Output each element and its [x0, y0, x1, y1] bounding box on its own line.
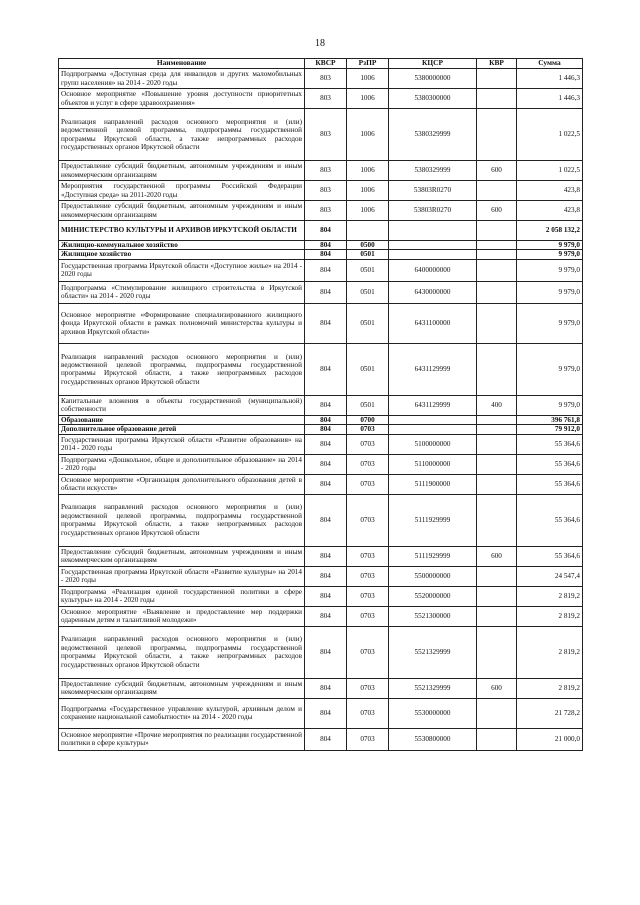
row-kvsr: 804 — [305, 303, 347, 343]
row-rzpr: 0501 — [347, 343, 389, 395]
row-rzpr: 0703 — [347, 626, 389, 678]
row-kvr — [477, 566, 517, 586]
row-rzpr: 0703 — [347, 454, 389, 474]
row-kcsr: 5111900000 — [389, 474, 477, 494]
row-sum: 2 819,2 — [517, 606, 583, 626]
row-name: Реализация направлений расходов основного мероприятия и (или) ведомственной целевой программы, подпрограммы государственной программы Иркутской области, а также непрограммных расходов государственных органов Иркутской области — [59, 494, 305, 546]
row-kcsr — [389, 425, 477, 434]
row-kvsr: 804 — [305, 698, 347, 728]
row-kvr — [477, 626, 517, 678]
row-kcsr — [389, 415, 477, 424]
row-sum: 55 364,6 — [517, 494, 583, 546]
row-kcsr: 53803R0270 — [389, 201, 477, 221]
row-kvr — [477, 221, 517, 241]
row-name: Предоставление субсидий бюджетным, автономным учреждениям и иным некоммерческим организациям — [59, 678, 305, 698]
row-kvsr: 804 — [305, 259, 347, 281]
page-number: 18 — [315, 38, 325, 49]
table-row — [59, 89, 583, 109]
table-row — [59, 259, 583, 281]
row-kvsr: 804 — [305, 474, 347, 494]
row-kvsr: 804 — [305, 281, 347, 303]
row-sum: 9 979,0 — [517, 241, 583, 250]
row-kvsr: 804 — [305, 395, 347, 415]
table-row — [59, 343, 583, 395]
row-rzpr: 1006 — [347, 109, 389, 161]
row-name: Подпрограмма «Дошкольное, общее и дополнительное образование» на 2014 - 2020 годы — [59, 454, 305, 474]
table-row — [59, 586, 583, 606]
row-kcsr — [389, 241, 477, 250]
row-kvr — [477, 494, 517, 546]
row-kcsr — [389, 250, 477, 259]
row-kcsr: 5110000000 — [389, 454, 477, 474]
row-sum: 55 364,6 — [517, 474, 583, 494]
row-kvsr: 804 — [305, 494, 347, 546]
row-kvr: 600 — [477, 161, 517, 181]
row-rzpr: 0501 — [347, 250, 389, 259]
row-kvr — [477, 474, 517, 494]
row-kvr: 600 — [477, 678, 517, 698]
table-row — [59, 303, 583, 343]
header-kcsr: КЦСР — [389, 59, 477, 69]
row-sum: 396 761,8 — [517, 415, 583, 424]
row-rzpr: 0703 — [347, 728, 389, 750]
row-rzpr: 0703 — [347, 434, 389, 454]
row-name: Реализация направлений расходов основного мероприятия и (или) ведомственной целевой программы, подпрограммы государственной программы Иркутской области, а также непрограммных расходов государственных органов Иркутской области — [59, 343, 305, 395]
row-rzpr: 0703 — [347, 698, 389, 728]
row-sum: 1 446,3 — [517, 69, 583, 89]
row-kvsr: 804 — [305, 586, 347, 606]
row-name: Основное мероприятие «Повышение уровня доступности приоритетных объектов и услуг в сфере здравоохранения» — [59, 89, 305, 109]
row-rzpr: 0501 — [347, 303, 389, 343]
table-body — [59, 69, 583, 751]
row-kcsr: 6431129999 — [389, 395, 477, 415]
row-name: Предоставление субсидий бюджетным, автономным учреждениям и иным некоммерческим организациям — [59, 201, 305, 221]
row-kcsr: 5380300000 — [389, 89, 477, 109]
table-row — [59, 494, 583, 546]
row-kvr — [477, 454, 517, 474]
table-row — [59, 69, 583, 89]
row-kvr — [477, 415, 517, 424]
row-kvr — [477, 343, 517, 395]
row-sum: 2 058 132,2 — [517, 221, 583, 241]
row-kvsr: 804 — [305, 425, 347, 434]
row-kvsr: 803 — [305, 109, 347, 161]
row-name: Жилищное хозяйство — [59, 250, 305, 259]
row-name: Реализация направлений расходов основного мероприятия и (или) ведомственной целевой программы, подпрограммы государственной программы Иркутской области, а также непрограммных расходов государственных органов Иркутской области — [59, 109, 305, 161]
header-kvsr: КВСР — [305, 59, 347, 69]
table-row — [59, 281, 583, 303]
row-sum: 9 979,0 — [517, 303, 583, 343]
budget-table — [58, 58, 583, 751]
table-header-row — [59, 59, 583, 69]
row-kvr — [477, 728, 517, 750]
row-kcsr: 5111929999 — [389, 494, 477, 546]
row-kvr — [477, 259, 517, 281]
row-kcsr: 53803R0270 — [389, 181, 477, 201]
row-rzpr: 1006 — [347, 89, 389, 109]
row-name: Государственная программа Иркутской области «Развитие образования» на 2014 - 2020 годы — [59, 434, 305, 454]
table-row — [59, 201, 583, 221]
row-kvr — [477, 281, 517, 303]
table-row — [59, 181, 583, 201]
row-kvsr: 804 — [305, 678, 347, 698]
table-row — [59, 728, 583, 750]
table-row — [59, 250, 583, 259]
row-sum: 2 819,2 — [517, 586, 583, 606]
row-sum: 1 446,3 — [517, 89, 583, 109]
row-name: Подпрограмма «Реализация единой государственной политики в сфере культуры» на 2014 - 2020 годы — [59, 586, 305, 606]
row-kvsr: 804 — [305, 546, 347, 566]
row-kvsr: 803 — [305, 201, 347, 221]
row-sum: 9 979,0 — [517, 250, 583, 259]
table-row — [59, 434, 583, 454]
table-row — [59, 395, 583, 415]
row-sum: 9 979,0 — [517, 281, 583, 303]
row-kvr — [477, 250, 517, 259]
row-kvr — [477, 241, 517, 250]
row-kvr — [477, 434, 517, 454]
row-kcsr: 5380329999 — [389, 109, 477, 161]
table-row — [59, 678, 583, 698]
row-rzpr: 0703 — [347, 566, 389, 586]
row-sum: 55 364,6 — [517, 434, 583, 454]
row-kcsr: 6431129999 — [389, 343, 477, 395]
row-name: Подпрограмма «Государственное управление культурой, архивным делом и сохранение национальной самобытности» на 2014 - 2020 годы — [59, 698, 305, 728]
row-kvr — [477, 425, 517, 434]
row-sum: 21 000,0 — [517, 728, 583, 750]
row-rzpr: 0703 — [347, 586, 389, 606]
row-kvsr: 804 — [305, 566, 347, 586]
row-rzpr: 0703 — [347, 546, 389, 566]
row-kvsr: 804 — [305, 250, 347, 259]
header-rzpr: РзПР — [347, 59, 389, 69]
row-kcsr: 5521329999 — [389, 626, 477, 678]
row-name: МИНИСТЕРСТВО КУЛЬТУРЫ И АРХИВОВ ИРКУТСКОЙ ОБЛАСТИ — [59, 221, 305, 241]
row-kvsr: 804 — [305, 728, 347, 750]
row-rzpr: 1006 — [347, 161, 389, 181]
row-name: Капитальные вложения в объекты государственной (муниципальной) собственности — [59, 395, 305, 415]
row-kcsr: 5521300000 — [389, 606, 477, 626]
row-kvsr: 804 — [305, 415, 347, 424]
row-name: Образование — [59, 415, 305, 424]
row-kvr — [477, 109, 517, 161]
row-sum: 24 547,4 — [517, 566, 583, 586]
row-name: Предоставление субсидий бюджетным, автономным учреждениям и иным некоммерческим организациям — [59, 161, 305, 181]
row-kvsr: 804 — [305, 454, 347, 474]
row-kvr — [477, 181, 517, 201]
table-row — [59, 606, 583, 626]
row-sum: 423,8 — [517, 201, 583, 221]
row-name: Основное мероприятие «Выявление и предоставление мер поддержки одаренным детям и талантливой молодежи» — [59, 606, 305, 626]
row-rzpr: 0703 — [347, 474, 389, 494]
table-row — [59, 474, 583, 494]
row-kvsr: 804 — [305, 434, 347, 454]
row-kvr: 600 — [477, 201, 517, 221]
row-kvsr: 804 — [305, 626, 347, 678]
table-row — [59, 425, 583, 434]
table-row — [59, 241, 583, 250]
row-sum: 423,8 — [517, 181, 583, 201]
row-kvr — [477, 303, 517, 343]
row-rzpr: 0703 — [347, 425, 389, 434]
row-kcsr: 5500000000 — [389, 566, 477, 586]
row-kcsr: 5521329999 — [389, 678, 477, 698]
row-rzpr: 0703 — [347, 678, 389, 698]
row-rzpr: 0703 — [347, 494, 389, 546]
row-kcsr: 5380000000 — [389, 69, 477, 89]
row-kcsr: 6430000000 — [389, 281, 477, 303]
row-sum: 55 364,6 — [517, 546, 583, 566]
table-row — [59, 566, 583, 586]
row-kvsr: 804 — [305, 241, 347, 250]
row-kvsr: 803 — [305, 69, 347, 89]
row-name: Подпрограмма «Доступная среда для инвалидов и других маломобильных групп населения» на 2014 - 2020 годы — [59, 69, 305, 89]
row-name: Основное мероприятие «Формирование специализированного жилищного фонда Иркутской области в рамках полномочий министерства культуры и архивов Иркутской области» — [59, 303, 305, 343]
row-sum: 9 979,0 — [517, 259, 583, 281]
row-sum: 1 022,5 — [517, 161, 583, 181]
row-rzpr: 0500 — [347, 241, 389, 250]
row-kvr — [477, 606, 517, 626]
row-sum: 79 912,0 — [517, 425, 583, 434]
row-kvsr: 804 — [305, 221, 347, 241]
row-name: Государственная программа Иркутской области «Доступное жилье» на 2014 - 2020 годы — [59, 259, 305, 281]
row-rzpr: 0501 — [347, 259, 389, 281]
row-kcsr: 5520000000 — [389, 586, 477, 606]
row-kcsr: 6400000000 — [389, 259, 477, 281]
row-sum: 2 819,2 — [517, 626, 583, 678]
row-name: Основное мероприятие «Прочие мероприятия по реализации государственной политики в сфере культуры» — [59, 728, 305, 750]
table-row — [59, 415, 583, 424]
row-kcsr: 5530800000 — [389, 728, 477, 750]
row-name: Дополнительное образование детей — [59, 425, 305, 434]
row-rzpr: 1006 — [347, 69, 389, 89]
row-kcsr: 5100000000 — [389, 434, 477, 454]
header-sum: Сумма — [517, 59, 583, 69]
row-kvr — [477, 89, 517, 109]
table-row — [59, 221, 583, 241]
row-kvr — [477, 69, 517, 89]
row-rzpr: 1006 — [347, 181, 389, 201]
row-name: Реализация направлений расходов основного мероприятия и (или) ведомственной целевой программы, подпрограммы государственной программы Иркутской области, а также непрограммных расходов государственных органов Иркутской области — [59, 626, 305, 678]
row-sum: 9 979,0 — [517, 343, 583, 395]
table-row — [59, 546, 583, 566]
table-row — [59, 626, 583, 678]
row-kcsr: 5380329999 — [389, 161, 477, 181]
row-kvr: 600 — [477, 546, 517, 566]
row-rzpr: 0703 — [347, 606, 389, 626]
row-name: Мероприятия государственной программы Российской Федерации «Доступная среда» на 2011-2020 годы — [59, 181, 305, 201]
row-name: Жилищно-коммунальное хозяйство — [59, 241, 305, 250]
row-sum: 9 979,0 — [517, 395, 583, 415]
row-name: Предоставление субсидий бюджетным, автономным учреждениям и иным некоммерческим организациям — [59, 546, 305, 566]
row-sum: 21 728,2 — [517, 698, 583, 728]
header-name: Наименование — [59, 59, 305, 69]
row-sum: 1 022,5 — [517, 109, 583, 161]
row-kcsr: 5111929999 — [389, 546, 477, 566]
table-row — [59, 698, 583, 728]
row-kvsr: 803 — [305, 89, 347, 109]
row-kcsr — [389, 221, 477, 241]
row-kvsr: 804 — [305, 606, 347, 626]
table-row — [59, 161, 583, 181]
row-kcsr: 5530000000 — [389, 698, 477, 728]
table-row — [59, 109, 583, 161]
header-kvr: КВР — [477, 59, 517, 69]
row-rzpr: 1006 — [347, 201, 389, 221]
row-kvsr: 803 — [305, 181, 347, 201]
row-kvsr: 804 — [305, 343, 347, 395]
row-rzpr: 0501 — [347, 281, 389, 303]
row-rzpr — [347, 221, 389, 241]
table-row — [59, 454, 583, 474]
row-sum: 55 364,6 — [517, 454, 583, 474]
row-kvr — [477, 586, 517, 606]
row-rzpr: 0501 — [347, 395, 389, 415]
row-name: Подпрограмма «Стимулирование жилищного строительства в Иркутской области» на 2014 - 2020 годы — [59, 281, 305, 303]
row-kvr: 400 — [477, 395, 517, 415]
row-kvr — [477, 698, 517, 728]
row-kcsr: 6431100000 — [389, 303, 477, 343]
row-name: Основное мероприятие «Организация дополнительного образования детей в области искусств» — [59, 474, 305, 494]
row-name: Государственная программа Иркутской области «Развитие культуры» на 2014 - 2020 годы — [59, 566, 305, 586]
row-rzpr: 0700 — [347, 415, 389, 424]
row-kvsr: 803 — [305, 161, 347, 181]
row-sum: 2 819,2 — [517, 678, 583, 698]
